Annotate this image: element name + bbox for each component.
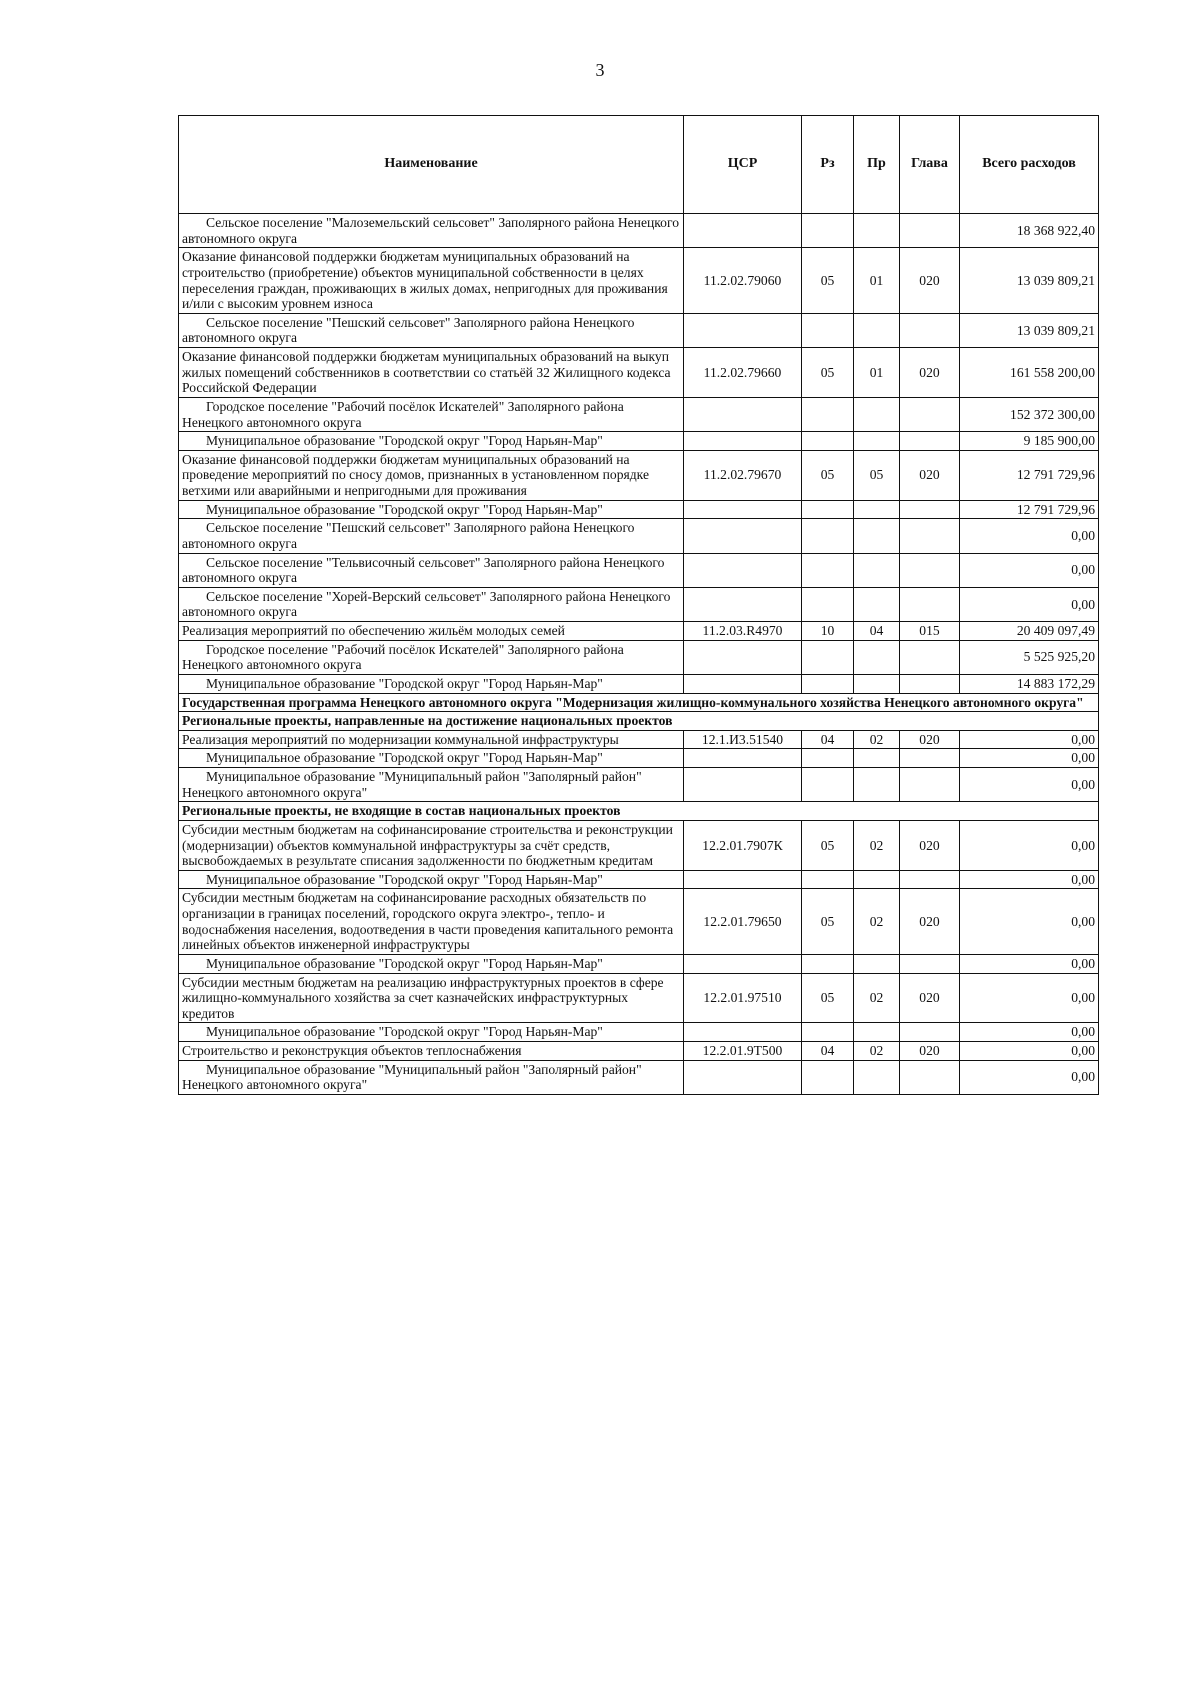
row-rz xyxy=(802,954,854,973)
row-glava xyxy=(900,640,960,674)
row-pr xyxy=(854,587,900,621)
row-total: 0,00 xyxy=(960,954,1099,973)
row-total: 5 525 925,20 xyxy=(960,640,1099,674)
row-csr: 11.2.02.79670 xyxy=(684,450,802,500)
municipality-row xyxy=(179,1023,1099,1042)
row-pr xyxy=(854,500,900,519)
row-csr xyxy=(684,519,802,553)
row-pr xyxy=(854,519,900,553)
row-name: Муниципальное образование "Городской округ "Город Нарьян-Мар" xyxy=(179,870,684,889)
row-name: Оказание финансовой поддержки бюджетам муниципальных образований на проведение мероприятий по сносу домов, признанных в установленном порядке ветхими или аварийными и непригодными для проживания xyxy=(179,450,684,500)
row-csr xyxy=(684,640,802,674)
municipality-row xyxy=(179,1060,1099,1094)
expense-item-row xyxy=(179,1042,1099,1061)
row-csr xyxy=(684,214,802,248)
row-total: 0,00 xyxy=(960,749,1099,768)
row-total: 18 368 922,40 xyxy=(960,214,1099,248)
row-pr: 05 xyxy=(854,450,900,500)
row-name: Сельское поселение "Пешский сельсовет" Заполярного района Ненецкого автономного округа xyxy=(179,313,684,347)
row-name: Муниципальное образование "Муниципальный район "Заполярный район" Ненецкого автономного округа" xyxy=(179,768,684,802)
row-pr xyxy=(854,553,900,587)
row-pr: 02 xyxy=(854,1042,900,1061)
municipality-row xyxy=(179,553,1099,587)
row-csr xyxy=(684,553,802,587)
row-rz xyxy=(802,313,854,347)
row-name: Сельское поселение "Тельвисочный сельсовет" Заполярного района Ненецкого автономного округа xyxy=(179,553,684,587)
row-name: Муниципальное образование "Городской округ "Город Нарьян-Мар" xyxy=(179,500,684,519)
header-total: Всего расходов xyxy=(960,116,1099,214)
row-pr xyxy=(854,768,900,802)
row-pr: 01 xyxy=(854,348,900,398)
row-rz xyxy=(802,553,854,587)
row-csr: 12.2.01.79650 xyxy=(684,889,802,955)
row-pr: 01 xyxy=(854,248,900,314)
row-name: Реализация мероприятий по обеспечению жильём молодых семей xyxy=(179,622,684,641)
row-csr: 12.1.И3.51540 xyxy=(684,730,802,749)
row-glava xyxy=(900,1023,960,1042)
row-name: Реализация мероприятий по модернизации коммунальной инфраструктуры xyxy=(179,730,684,749)
section-header-row xyxy=(179,802,1099,821)
row-rz xyxy=(802,1023,854,1042)
row-csr xyxy=(684,587,802,621)
row-rz xyxy=(802,519,854,553)
row-name: Муниципальное образование "Муниципальный район "Заполярный район" Ненецкого автономного округа" xyxy=(179,1060,684,1094)
row-rz xyxy=(802,432,854,451)
row-total: 0,00 xyxy=(960,973,1099,1023)
row-pr: 02 xyxy=(854,973,900,1023)
row-total: 20 409 097,49 xyxy=(960,622,1099,641)
row-rz xyxy=(802,397,854,431)
row-glava xyxy=(900,432,960,451)
row-csr: 12.2.01.97510 xyxy=(684,973,802,1023)
municipality-row xyxy=(179,749,1099,768)
row-glava: 020 xyxy=(900,889,960,955)
row-glava: 020 xyxy=(900,730,960,749)
expense-item-row xyxy=(179,622,1099,641)
municipality-row xyxy=(179,640,1099,674)
row-rz: 10 xyxy=(802,622,854,641)
row-total: 13 039 809,21 xyxy=(960,313,1099,347)
row-csr: 11.2.02.79660 xyxy=(684,348,802,398)
row-name: Сельское поселение "Малоземельский сельсовет" Заполярного района Ненецкого автономного округа xyxy=(179,214,684,248)
row-name: Сельское поселение "Пешский сельсовет" Заполярного района Ненецкого автономного округа xyxy=(179,519,684,553)
row-pr xyxy=(854,214,900,248)
row-glava xyxy=(900,587,960,621)
row-name: Муниципальное образование "Городской округ "Город Нарьян-Мар" xyxy=(179,432,684,451)
expense-item-row xyxy=(179,348,1099,398)
row-glava: 015 xyxy=(900,622,960,641)
section-header-row xyxy=(179,712,1099,731)
section-header-row xyxy=(179,693,1099,712)
header-pr: Пр xyxy=(854,116,900,214)
row-rz xyxy=(802,500,854,519)
row-rz xyxy=(802,674,854,693)
row-name: Оказание финансовой поддержки бюджетам муниципальных образований на выкуп жилых помещений собственников в соответствии со статьёй 32 Жилищного кодекса Российской Федерации xyxy=(179,348,684,398)
row-total: 0,00 xyxy=(960,730,1099,749)
row-total: 12 791 729,96 xyxy=(960,500,1099,519)
row-total: 0,00 xyxy=(960,519,1099,553)
municipality-row xyxy=(179,397,1099,431)
row-pr xyxy=(854,954,900,973)
row-pr xyxy=(854,1060,900,1094)
row-total: 152 372 300,00 xyxy=(960,397,1099,431)
municipality-row xyxy=(179,870,1099,889)
row-pr xyxy=(854,870,900,889)
row-rz xyxy=(802,768,854,802)
row-csr xyxy=(684,1023,802,1042)
row-pr xyxy=(854,397,900,431)
row-name: Строительство и реконструкция объектов теплоснабжения xyxy=(179,1042,684,1061)
row-rz: 05 xyxy=(802,820,854,870)
row-total: 0,00 xyxy=(960,889,1099,955)
municipality-row xyxy=(179,954,1099,973)
row-glava xyxy=(900,954,960,973)
row-total: 0,00 xyxy=(960,870,1099,889)
row-total: 0,00 xyxy=(960,768,1099,802)
row-name: Субсидии местным бюджетам на реализацию инфраструктурных проектов в сфере жилищно-коммунального хозяйства за счет казначейских инфраструктурных кредитов xyxy=(179,973,684,1023)
header-rz: Рз xyxy=(802,116,854,214)
row-pr xyxy=(854,432,900,451)
municipality-row xyxy=(179,768,1099,802)
municipality-row xyxy=(179,214,1099,248)
row-glava xyxy=(900,674,960,693)
row-pr xyxy=(854,674,900,693)
row-glava: 020 xyxy=(900,348,960,398)
budget-table xyxy=(178,115,1099,1095)
municipality-row xyxy=(179,674,1099,693)
row-name: Сельское поселение "Хорей-Верский сельсовет" Заполярного района Ненецкого автономного округа xyxy=(179,587,684,621)
row-rz xyxy=(802,587,854,621)
row-csr: 12.2.01.9Т500 xyxy=(684,1042,802,1061)
row-name: Субсидии местным бюджетам на софинансирование расходных обязательств по организации в границах поселений, городского округа электро-, тепло- и водоснабжения населения, водоотведения в части проведения капитального ремонта линейных объектов инженерной инфраструктуры xyxy=(179,889,684,955)
row-pr xyxy=(854,313,900,347)
row-total: 0,00 xyxy=(960,820,1099,870)
section-title: Региональные проекты, не входящие в состав национальных проектов xyxy=(179,802,1099,821)
row-csr xyxy=(684,674,802,693)
row-name: Городское поселение "Рабочий посёлок Искателей" Заполярного района Ненецкого автономного округа xyxy=(179,397,684,431)
expense-item-row xyxy=(179,730,1099,749)
row-glava xyxy=(900,1060,960,1094)
expense-item-row xyxy=(179,889,1099,955)
row-glava xyxy=(900,768,960,802)
row-csr xyxy=(684,870,802,889)
row-rz xyxy=(802,214,854,248)
row-pr: 02 xyxy=(854,889,900,955)
expense-item-row xyxy=(179,450,1099,500)
header-name: Наименование xyxy=(179,116,684,214)
row-glava: 020 xyxy=(900,248,960,314)
row-glava xyxy=(900,553,960,587)
page-number: 3 xyxy=(595,60,605,80)
municipality-row xyxy=(179,432,1099,451)
row-rz xyxy=(802,1060,854,1094)
header-glava: Глава xyxy=(900,116,960,214)
row-rz xyxy=(802,870,854,889)
row-pr xyxy=(854,749,900,768)
row-total: 0,00 xyxy=(960,1042,1099,1061)
row-rz: 05 xyxy=(802,348,854,398)
row-glava xyxy=(900,214,960,248)
row-total: 13 039 809,21 xyxy=(960,248,1099,314)
row-pr: 02 xyxy=(854,730,900,749)
row-csr xyxy=(684,1060,802,1094)
row-csr xyxy=(684,432,802,451)
row-rz: 05 xyxy=(802,248,854,314)
municipality-row xyxy=(179,500,1099,519)
row-csr xyxy=(684,397,802,431)
row-total: 161 558 200,00 xyxy=(960,348,1099,398)
row-name: Оказание финансовой поддержки бюджетам муниципальных образований на строительство (приобретение) объектов муниципальной собственности в целях переселения граждан, проживающих в жилых домах, непригодных для проживания и/или с высоким уровнем износа xyxy=(179,248,684,314)
row-rz: 04 xyxy=(802,730,854,749)
table-body xyxy=(179,214,1099,1095)
row-csr: 11.2.02.79060 xyxy=(684,248,802,314)
row-name: Субсидии местным бюджетам на софинансирование строительства и реконструкции (модернизации) объектов коммунальной инфраструктуры за счёт средств, высвобождаемых в результате списания задолженности по бюджетным кредитам xyxy=(179,820,684,870)
row-pr xyxy=(854,640,900,674)
municipality-row xyxy=(179,587,1099,621)
row-csr: 11.2.03.R4970 xyxy=(684,622,802,641)
row-pr xyxy=(854,1023,900,1042)
row-rz: 05 xyxy=(802,889,854,955)
row-rz: 04 xyxy=(802,1042,854,1061)
row-glava xyxy=(900,397,960,431)
row-csr: 12.2.01.7907К xyxy=(684,820,802,870)
header-csr: ЦСР xyxy=(684,116,802,214)
row-name: Муниципальное образование "Городской округ "Город Нарьян-Мар" xyxy=(179,674,684,693)
section-title: Региональные проекты, направленные на достижение национальных проектов xyxy=(179,712,1099,731)
row-total: 0,00 xyxy=(960,1060,1099,1094)
row-name: Муниципальное образование "Городской округ "Город Нарьян-Мар" xyxy=(179,954,684,973)
expense-item-row xyxy=(179,973,1099,1023)
row-name: Муниципальное образование "Городской округ "Город Нарьян-Мар" xyxy=(179,1023,684,1042)
row-csr xyxy=(684,768,802,802)
expense-item-row xyxy=(179,248,1099,314)
row-rz xyxy=(802,749,854,768)
row-glava xyxy=(900,519,960,553)
row-pr: 02 xyxy=(854,820,900,870)
row-csr xyxy=(684,313,802,347)
row-glava xyxy=(900,313,960,347)
row-glava: 020 xyxy=(900,450,960,500)
table-header-row xyxy=(179,116,1099,214)
row-total: 0,00 xyxy=(960,1023,1099,1042)
section-title: Государственная программа Ненецкого автономного округа "Модернизация жилищно-коммунального хозяйства Ненецкого автономного округа" xyxy=(179,693,1099,712)
row-pr: 04 xyxy=(854,622,900,641)
row-csr xyxy=(684,500,802,519)
row-name: Муниципальное образование "Городской округ "Город Нарьян-Мар" xyxy=(179,749,684,768)
row-total: 0,00 xyxy=(960,553,1099,587)
municipality-row xyxy=(179,313,1099,347)
row-csr xyxy=(684,954,802,973)
row-total: 14 883 172,29 xyxy=(960,674,1099,693)
row-glava: 020 xyxy=(900,820,960,870)
row-total: 12 791 729,96 xyxy=(960,450,1099,500)
expense-item-row xyxy=(179,820,1099,870)
row-rz: 05 xyxy=(802,450,854,500)
row-glava xyxy=(900,749,960,768)
row-glava xyxy=(900,870,960,889)
row-glava xyxy=(900,500,960,519)
row-glava: 020 xyxy=(900,1042,960,1061)
row-glava: 020 xyxy=(900,973,960,1023)
row-rz: 05 xyxy=(802,973,854,1023)
row-total: 0,00 xyxy=(960,587,1099,621)
row-total: 9 185 900,00 xyxy=(960,432,1099,451)
municipality-row xyxy=(179,519,1099,553)
row-rz xyxy=(802,640,854,674)
row-csr xyxy=(684,749,802,768)
row-name: Городское поселение "Рабочий посёлок Искателей" Заполярного района Ненецкого автономного округа xyxy=(179,640,684,674)
